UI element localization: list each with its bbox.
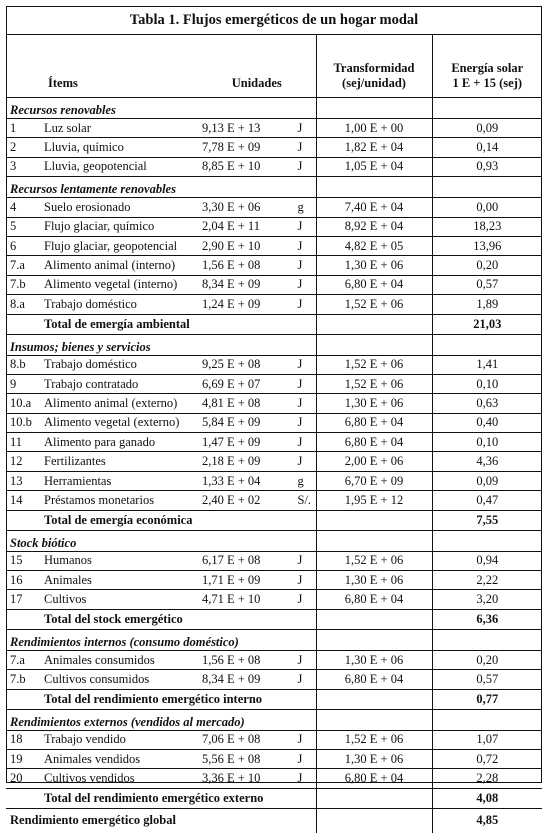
- row-unit: J: [297, 277, 303, 292]
- total-energy: 21,03: [432, 314, 542, 334]
- row-unit: J: [297, 572, 303, 587]
- row-id: 7.a: [6, 650, 40, 669]
- row-energy: 4,36: [432, 452, 542, 471]
- section-heading-spacer-energy: [432, 530, 542, 551]
- section-heading-spacer-transformity: [316, 98, 432, 119]
- global-row: [6, 808, 542, 833]
- row-unit: J: [297, 258, 303, 273]
- table-row: [6, 119, 542, 138]
- emergy-flows-table: [6, 6, 542, 833]
- table-row: [6, 138, 542, 157]
- row-energy: 0,57: [432, 275, 542, 294]
- row-units: [198, 491, 316, 510]
- row-id: 11: [6, 433, 40, 452]
- row-id: 4: [6, 198, 40, 217]
- row-units-wrap: [202, 752, 312, 767]
- table-row: [6, 590, 542, 609]
- table-row: [6, 217, 542, 236]
- total-label: Total de emergía económica: [40, 510, 316, 530]
- row-units: [198, 571, 316, 590]
- row-transformity: 1,30 E + 06: [316, 256, 432, 275]
- row-transformity: 1,05 E + 04: [316, 157, 432, 176]
- row-units: [198, 650, 316, 669]
- section-heading-spacer-energy: [432, 709, 542, 730]
- total-spacer: [6, 788, 40, 808]
- row-id: 10.a: [6, 394, 40, 413]
- table-row: [6, 394, 542, 413]
- total-energy: 6,36: [432, 609, 542, 629]
- total-energy: 7,55: [432, 510, 542, 530]
- table-row: [6, 551, 542, 570]
- row-transformity: 1,82 E + 04: [316, 138, 432, 157]
- row-units: [198, 295, 316, 314]
- row-units: [198, 275, 316, 294]
- row-id: 15: [6, 551, 40, 570]
- row-id: 8.b: [6, 355, 40, 374]
- row-energy: 0,09: [432, 471, 542, 490]
- row-energy: 0,09: [432, 119, 542, 138]
- row-id: 10.b: [6, 413, 40, 432]
- row-id: 2: [6, 138, 40, 157]
- row-units-wrap: [202, 553, 312, 568]
- row-energy: 0,47: [432, 491, 542, 510]
- row-units: [198, 769, 316, 788]
- row-units: [198, 236, 316, 255]
- row-energy: 0,57: [432, 670, 542, 689]
- global-energy: 4,85: [432, 808, 542, 833]
- row-transformity: 1,52 E + 06: [316, 355, 432, 374]
- row-units-wrap: [202, 732, 312, 747]
- row-unit: J: [297, 159, 303, 174]
- header-items: Ítems: [40, 35, 198, 98]
- row-unit: J: [297, 732, 303, 747]
- row-unit: J: [297, 771, 303, 786]
- row-item: Cultivos vendidos: [40, 769, 198, 788]
- section-heading-row: [6, 709, 542, 730]
- row-transformity: 1,52 E + 06: [316, 374, 432, 393]
- header-transformity-line1: Transformidad: [333, 61, 415, 75]
- row-value: 1,47 E + 09: [202, 434, 261, 449]
- row-energy: 3,20: [432, 590, 542, 609]
- table-row: [6, 433, 542, 452]
- row-energy: 0,14: [432, 138, 542, 157]
- table-row: [6, 650, 542, 669]
- section-heading: Recursos lentamente renovables: [6, 177, 316, 198]
- row-units-wrap: [202, 592, 312, 607]
- row-units: [198, 730, 316, 749]
- row-transformity: 2,00 E + 06: [316, 452, 432, 471]
- row-units-wrap: [202, 121, 312, 136]
- row-units: [198, 119, 316, 138]
- row-units-wrap: [202, 493, 312, 508]
- total-label: Total del stock emergético: [40, 609, 316, 629]
- row-value: 8,34 E + 09: [202, 671, 261, 686]
- section-heading: Recursos renovables: [10, 103, 116, 117]
- row-item: Alimento vegetal (interno): [40, 275, 198, 294]
- row-energy: 0,20: [432, 650, 542, 669]
- row-unit: J: [297, 751, 303, 766]
- row-unit: J: [297, 652, 303, 667]
- row-item: Alimento animal (externo): [40, 394, 198, 413]
- row-units: [198, 413, 316, 432]
- total-spacer: [6, 609, 40, 629]
- table-row: [6, 198, 542, 217]
- row-item: Flujo glaciar, geopotencial: [40, 236, 198, 255]
- row-units-wrap: [202, 357, 312, 372]
- row-value: 6,69 E + 07: [202, 376, 261, 391]
- row-units-wrap: [202, 219, 312, 234]
- row-unit: J: [297, 376, 303, 391]
- table-row: [6, 413, 542, 432]
- row-value: 9,25 E + 08: [202, 357, 261, 372]
- row-units: [198, 198, 316, 217]
- table-row: [6, 374, 542, 393]
- section-heading-row: [6, 530, 542, 551]
- row-item: Alimento para ganado: [40, 433, 198, 452]
- row-id: 8.a: [6, 295, 40, 314]
- row-item: Lluvia, geopotencial: [40, 157, 198, 176]
- row-id: 7.b: [6, 670, 40, 689]
- table-row: [6, 157, 542, 176]
- row-units-wrap: [202, 377, 312, 392]
- row-value: 2,18 E + 09: [202, 454, 261, 469]
- total-row: [6, 788, 542, 808]
- row-units-wrap: [202, 277, 312, 292]
- row-id: 6: [6, 236, 40, 255]
- row-energy: 0,40: [432, 413, 542, 432]
- row-unit: J: [297, 553, 303, 568]
- row-energy: 0,10: [432, 433, 542, 452]
- row-value: 3,30 E + 06: [202, 199, 261, 214]
- total-label: Total de emergía ambiental: [40, 314, 316, 334]
- total-spacer-transformity: [316, 689, 432, 709]
- total-spacer: [6, 314, 40, 334]
- row-transformity: 1,30 E + 06: [316, 749, 432, 768]
- table-row: [6, 670, 542, 689]
- row-energy: 18,23: [432, 217, 542, 236]
- global-spacer-transformity: [316, 808, 432, 833]
- row-transformity: 6,80 E + 04: [316, 413, 432, 432]
- row-id: 3: [6, 157, 40, 176]
- row-id: 13: [6, 471, 40, 490]
- row-units-wrap: [202, 454, 312, 469]
- row-unit: J: [297, 592, 303, 607]
- row-energy: 0,20: [432, 256, 542, 275]
- row-value: 1,56 E + 08: [202, 652, 261, 667]
- row-units: [198, 157, 316, 176]
- row-transformity: 8,92 E + 04: [316, 217, 432, 236]
- header-transformity-line2: (sej/unidad): [342, 76, 406, 90]
- total-label: Total del rendimiento emergético interno: [40, 689, 316, 709]
- row-unit: J: [297, 238, 303, 253]
- row-transformity: 6,70 E + 09: [316, 471, 432, 490]
- total-spacer-transformity: [316, 788, 432, 808]
- row-id: 9: [6, 374, 40, 393]
- row-transformity: 1,52 E + 06: [316, 551, 432, 570]
- row-value: 1,24 E + 09: [202, 296, 261, 311]
- row-transformity: 1,30 E + 06: [316, 650, 432, 669]
- total-row: [6, 689, 542, 709]
- row-units-wrap: [202, 435, 312, 450]
- row-item: Trabajo doméstico: [40, 355, 198, 374]
- row-unit: J: [297, 357, 303, 372]
- row-value: 4,71 E + 10: [202, 592, 261, 607]
- row-id: 5: [6, 217, 40, 236]
- row-units: [198, 256, 316, 275]
- row-item: Animales: [40, 571, 198, 590]
- row-units: [198, 217, 316, 236]
- table-row: [6, 491, 542, 510]
- table-row: [6, 571, 542, 590]
- row-item: Animales consumidos: [40, 650, 198, 669]
- row-value: 8,85 E + 10: [202, 159, 261, 174]
- row-unit: J: [297, 140, 303, 155]
- total-spacer-transformity: [316, 510, 432, 530]
- total-spacer-transformity: [316, 314, 432, 334]
- table-row: [6, 471, 542, 490]
- row-units: [198, 749, 316, 768]
- table-row: [6, 256, 542, 275]
- total-label: Total del rendimiento emergético externo: [40, 788, 316, 808]
- row-energy: 2,28: [432, 769, 542, 788]
- row-value: 5,84 E + 09: [202, 415, 261, 430]
- section-heading-row: [6, 629, 542, 650]
- row-units-wrap: [202, 653, 312, 668]
- table-row: [6, 355, 542, 374]
- table-row: [6, 749, 542, 768]
- row-value: 7,78 E + 09: [202, 140, 261, 155]
- row-units: [198, 433, 316, 452]
- row-units: [198, 374, 316, 393]
- table-row: [6, 730, 542, 749]
- row-units-wrap: [202, 239, 312, 254]
- row-value: 7,06 E + 08: [202, 732, 261, 747]
- row-transformity: 6,80 E + 04: [316, 433, 432, 452]
- row-id: 1: [6, 119, 40, 138]
- table-title: Tabla 1. Flujos emergéticos de un hogar modal: [6, 6, 542, 35]
- row-unit: J: [297, 120, 303, 135]
- row-units: [198, 355, 316, 374]
- row-id: 7.b: [6, 275, 40, 294]
- row-transformity: 6,80 E + 04: [316, 670, 432, 689]
- row-value: 1,56 E + 08: [202, 258, 261, 273]
- row-transformity: 1,30 E + 06: [316, 394, 432, 413]
- total-row: [6, 510, 542, 530]
- row-energy: 0,72: [432, 749, 542, 768]
- row-unit: S/.: [297, 492, 312, 507]
- row-units-wrap: [202, 140, 312, 155]
- row-units-wrap: [202, 200, 312, 215]
- section-heading-spacer-energy: [432, 98, 542, 119]
- row-value: 6,17 E + 08: [202, 553, 261, 568]
- row-units: [198, 551, 316, 570]
- section-heading: Stock biótico: [6, 530, 316, 551]
- row-value: 8,34 E + 09: [202, 277, 261, 292]
- row-id: 18: [6, 730, 40, 749]
- row-units-wrap: [202, 771, 312, 786]
- total-energy: 4,08: [432, 788, 542, 808]
- row-item: Flujo glaciar, químico: [40, 217, 198, 236]
- row-transformity: 6,80 E + 04: [316, 769, 432, 788]
- row-units-wrap: [202, 672, 312, 687]
- table-row: [6, 275, 542, 294]
- row-item: Luz solar: [40, 119, 198, 138]
- row-energy: 13,96: [432, 236, 542, 255]
- section-heading: Insumos; bienes y servicios: [6, 334, 316, 355]
- section-heading-spacer-transformity: [316, 177, 432, 198]
- row-value: 2,04 E + 11: [202, 219, 260, 234]
- row-energy: 1,41: [432, 355, 542, 374]
- section-heading-row: [6, 334, 542, 355]
- row-energy: 0,10: [432, 374, 542, 393]
- row-units-wrap: [202, 415, 312, 430]
- section-heading-spacer-energy: [432, 177, 542, 198]
- row-id: 7.a: [6, 256, 40, 275]
- row-units-wrap: [202, 474, 312, 489]
- row-item: Trabajo vendido: [40, 730, 198, 749]
- row-item: Trabajo contratado: [40, 374, 198, 393]
- section-heading-spacer-energy: [432, 334, 542, 355]
- row-item: Animales vendidos: [40, 749, 198, 768]
- section-heading: Rendimientos internos (consumo doméstico): [6, 629, 316, 650]
- section-heading-row: [6, 98, 542, 119]
- row-transformity: 4,82 E + 05: [316, 236, 432, 255]
- row-units: [198, 138, 316, 157]
- row-transformity: 1,00 E + 00: [316, 119, 432, 138]
- row-item: Alimento vegetal (externo): [40, 413, 198, 432]
- section-heading-spacer-transformity: [316, 530, 432, 551]
- table-row: [6, 295, 542, 314]
- row-value: 2,90 E + 10: [202, 238, 261, 253]
- total-row: [6, 314, 542, 334]
- total-row: [6, 609, 542, 629]
- row-transformity: 7,40 E + 04: [316, 198, 432, 217]
- total-spacer-transformity: [316, 609, 432, 629]
- row-item: Humanos: [40, 551, 198, 570]
- row-units-wrap: [202, 159, 312, 174]
- row-item: Lluvia, químico: [40, 138, 198, 157]
- header-transformity: [316, 35, 432, 98]
- table-row: [6, 769, 542, 788]
- row-value: 9,13 E + 13: [202, 120, 261, 135]
- row-id: 17: [6, 590, 40, 609]
- row-item: Cultivos: [40, 590, 198, 609]
- section-heading-spacer-transformity: [316, 629, 432, 650]
- row-transformity: 1,30 E + 06: [316, 571, 432, 590]
- section-heading-spacer-transformity: [316, 709, 432, 730]
- row-energy: 1,89: [432, 295, 542, 314]
- row-value: 1,33 E + 04: [202, 473, 261, 488]
- header-energy: [432, 35, 542, 98]
- row-value: 2,40 E + 02: [202, 492, 261, 507]
- row-id: 12: [6, 452, 40, 471]
- row-item: Cultivos consumidos: [40, 670, 198, 689]
- total-spacer: [6, 689, 40, 709]
- row-item: Préstamos monetarios: [40, 491, 198, 510]
- row-units: [198, 394, 316, 413]
- row-value: 1,71 E + 09: [202, 572, 261, 587]
- row-transformity: 1,52 E + 06: [316, 730, 432, 749]
- global-label: Rendimiento emergético global: [6, 808, 316, 833]
- row-units-wrap: [202, 258, 312, 273]
- section-heading-row: [6, 177, 542, 198]
- row-units-wrap: [202, 396, 312, 411]
- row-value: 4,81 E + 08: [202, 395, 261, 410]
- section-heading: Rendimientos externos (vendidos al mercado): [6, 709, 316, 730]
- row-id: 20: [6, 769, 40, 788]
- row-id: 19: [6, 749, 40, 768]
- row-item: Suelo erosionado: [40, 198, 198, 217]
- row-id: 16: [6, 571, 40, 590]
- row-unit: J: [297, 296, 303, 311]
- row-energy: 1,07: [432, 730, 542, 749]
- section-heading-spacer-transformity: [316, 334, 432, 355]
- header-energy-line2: 1 E + 15 (sej): [452, 76, 523, 90]
- row-item: Trabajo doméstico: [40, 295, 198, 314]
- row-id: 14: [6, 491, 40, 510]
- row-energy: 0,94: [432, 551, 542, 570]
- row-unit: J: [297, 415, 303, 430]
- row-units: [198, 590, 316, 609]
- row-unit: g: [297, 199, 304, 214]
- row-energy: 2,22: [432, 571, 542, 590]
- row-item: Alimento animal (interno): [40, 256, 198, 275]
- total-energy: 0,77: [432, 689, 542, 709]
- row-unit: J: [297, 671, 303, 686]
- row-transformity: 1,52 E + 06: [316, 295, 432, 314]
- row-unit: g: [297, 473, 304, 488]
- row-unit: J: [297, 434, 303, 449]
- table-row: [6, 452, 542, 471]
- row-units-wrap: [202, 573, 312, 588]
- row-item: Fertilizantes: [40, 452, 198, 471]
- row-value: 3,36 E + 10: [202, 771, 261, 786]
- total-spacer: [6, 510, 40, 530]
- row-units: [198, 670, 316, 689]
- row-energy: 0,93: [432, 157, 542, 176]
- section-heading-spacer-energy: [432, 629, 542, 650]
- row-transformity: 6,80 E + 04: [316, 590, 432, 609]
- header-energy-line1: Energía solar: [451, 61, 524, 75]
- row-units: [198, 452, 316, 471]
- row-units: [198, 471, 316, 490]
- row-value: 5,56 E + 08: [202, 751, 261, 766]
- row-units-wrap: [202, 297, 312, 312]
- row-item: Herramientas: [40, 471, 198, 490]
- row-transformity: 6,80 E + 04: [316, 275, 432, 294]
- header-units: Unidades: [198, 35, 316, 98]
- row-energy: 0,63: [432, 394, 542, 413]
- row-transformity: 1,95 E + 12: [316, 491, 432, 510]
- row-unit: J: [297, 219, 303, 234]
- row-energy: 0,00: [432, 198, 542, 217]
- row-unit: J: [297, 454, 303, 469]
- table-row: [6, 236, 542, 255]
- row-unit: J: [297, 395, 303, 410]
